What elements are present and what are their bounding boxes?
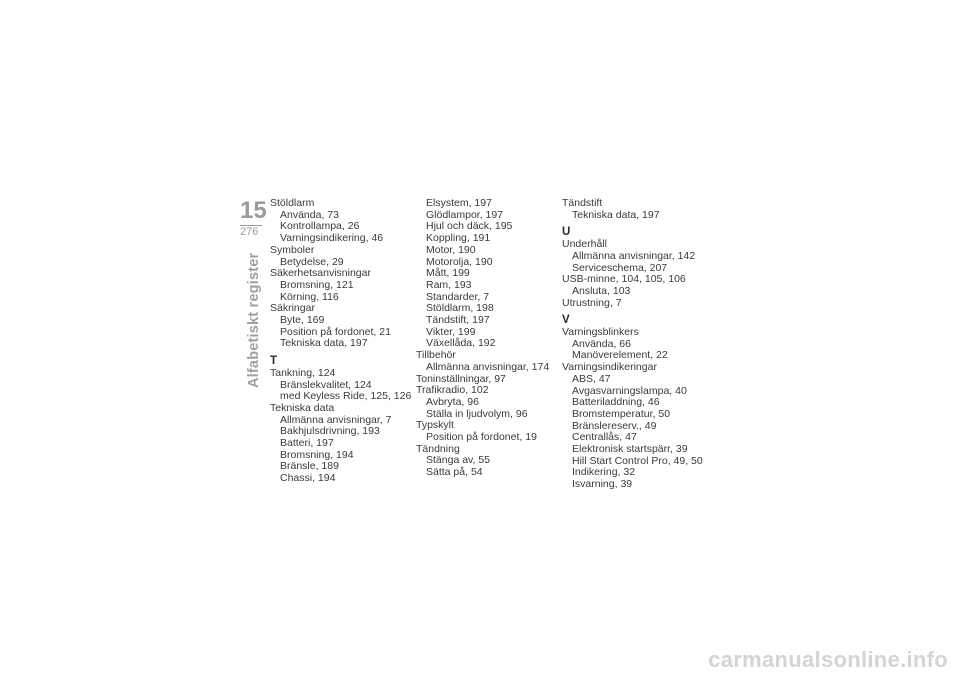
index-subentry: Chassi, 194 <box>280 472 336 485</box>
index-subentry: Avbryta, 96 <box>426 395 479 408</box>
index-subentry: Bakhjulsdrivning, 193 <box>280 425 380 438</box>
index-subentry: Koppling, 191 <box>426 232 491 245</box>
index-subentry: Sätta på, 54 <box>426 466 483 479</box>
index-subentry: Avgasvarningslampa, 40 <box>572 384 687 397</box>
index-subentry: Vikter, 199 <box>426 325 476 338</box>
index-entry: Säkringar <box>270 302 315 315</box>
index-subentry: Bromsning, 194 <box>280 448 354 461</box>
index-subentry: Mått, 199 <box>426 267 470 280</box>
index-subentry: Serviceschema, 207 <box>572 261 668 274</box>
index-subentry: Bromsning, 121 <box>280 278 354 291</box>
index-subentry: Körning, 116 <box>280 290 339 303</box>
index-subentry: Position på fordonet, 21 <box>280 325 391 338</box>
index-subentry: Stöldlarm, 198 <box>426 302 494 315</box>
index-subentry: med Keyless Ride, 125, 126 <box>280 390 412 403</box>
index-entry: Tankning, 124 <box>270 366 336 379</box>
index-subentry: Elsystem, 197 <box>426 197 492 209</box>
index-subentry: Bromstemperatur, 50 <box>572 407 671 420</box>
index-subentry: Hjul och däck, 195 <box>426 220 513 233</box>
index-entry: Varningsindikeringar <box>562 361 657 374</box>
index-entry: Tekniska data <box>270 401 335 414</box>
index-subentry: ABS, 47 <box>572 372 611 385</box>
index-subentry: Stänga av, 55 <box>426 454 491 467</box>
index-subentry: Ställa in ljudvolym, 96 <box>426 407 528 420</box>
index-subentry: Manöverelement, 22 <box>572 349 668 362</box>
index-subentry: Elektronisk startspärr, 39 <box>572 443 688 456</box>
index-subentry: Bränslereserv., 49 <box>572 419 657 432</box>
index-subentry: Motorolja, 190 <box>426 255 493 268</box>
index-subentry: Tändstift, 197 <box>426 314 490 327</box>
chapter-number: 15 <box>240 197 267 224</box>
index-subentry: Använda, 66 <box>572 337 631 350</box>
index-subentry: Växellåda, 192 <box>426 337 496 350</box>
index-subentry: Glödlampor, 197 <box>426 208 504 221</box>
index-letter-heading: T <box>270 355 278 368</box>
index-subentry: Ansluta, 103 <box>572 284 631 297</box>
index-entry: Tändstift <box>562 197 603 209</box>
index-column-3 <box>562 198 702 491</box>
index-subentry: Byte, 169 <box>280 314 325 327</box>
index-entry: Tillbehör <box>416 349 456 362</box>
index-subentry: Allmänna anvisningar, 174 <box>426 360 550 373</box>
index-subentry: Kontrollampa, 26 <box>280 220 360 233</box>
index-entry: Underhåll <box>562 238 607 251</box>
index-subentry: Tekniska data, 197 <box>280 337 368 350</box>
index-entry: USB-minne, 104, 105, 106 <box>562 273 686 286</box>
index-subentry: Hill Start Control Pro, 49, 50 <box>572 454 703 467</box>
page-number: 276 <box>240 226 259 238</box>
index-subentry: Standarder, 7 <box>426 290 490 303</box>
watermark: carmanualsonline.info <box>708 647 948 672</box>
index-entry: Tändning <box>416 442 460 455</box>
index-subentry: Tekniska data, 197 <box>572 208 660 221</box>
index-subentry: Centrallås, 47 <box>572 431 637 444</box>
index-subentry: Betydelse, 29 <box>280 255 344 268</box>
index-subentry: Bränsle, 189 <box>280 460 339 473</box>
index-entry: Säkerhetsanvisningar <box>270 267 371 280</box>
index-column-1 <box>270 198 410 485</box>
index-letter-heading: V <box>562 314 570 327</box>
index-letter-heading: U <box>562 226 571 239</box>
index-subentry: Varningsindikering, 46 <box>280 232 384 245</box>
index-column-2 <box>416 198 556 479</box>
index-subentry: Ram, 193 <box>426 278 472 291</box>
index-subentry: Allmänna anvisningar, 142 <box>572 249 696 262</box>
index-subentry: Position på fordonet, 19 <box>426 431 537 444</box>
index-entry: Stöldlarm <box>270 197 315 209</box>
index-entry: Varningsblinkers <box>562 326 639 339</box>
index-entry: Utrustning, 7 <box>562 296 622 309</box>
index-subentry: Indikering, 32 <box>572 466 636 479</box>
index-entry: Trafikradio, 102 <box>416 384 489 397</box>
index-subentry: Allmänna anvisningar, 7 <box>280 413 392 426</box>
index-subentry: Isvarning, 39 <box>572 478 633 491</box>
index-entry: Symboler <box>270 243 315 256</box>
index-subentry: Bränslekvalitet, 124 <box>280 378 372 391</box>
section-title-text: Alfabetiskt register <box>246 252 262 388</box>
index-subentry: Motor, 190 <box>426 243 476 256</box>
index-subentry: Batteri, 197 <box>280 437 334 450</box>
index-entry: Typskylt <box>416 419 454 432</box>
index-subentry: Använda, 73 <box>280 208 339 221</box>
index-entry: Toninställningar, 97 <box>416 372 506 385</box>
index-subentry: Batteriladdning, 46 <box>572 396 660 409</box>
